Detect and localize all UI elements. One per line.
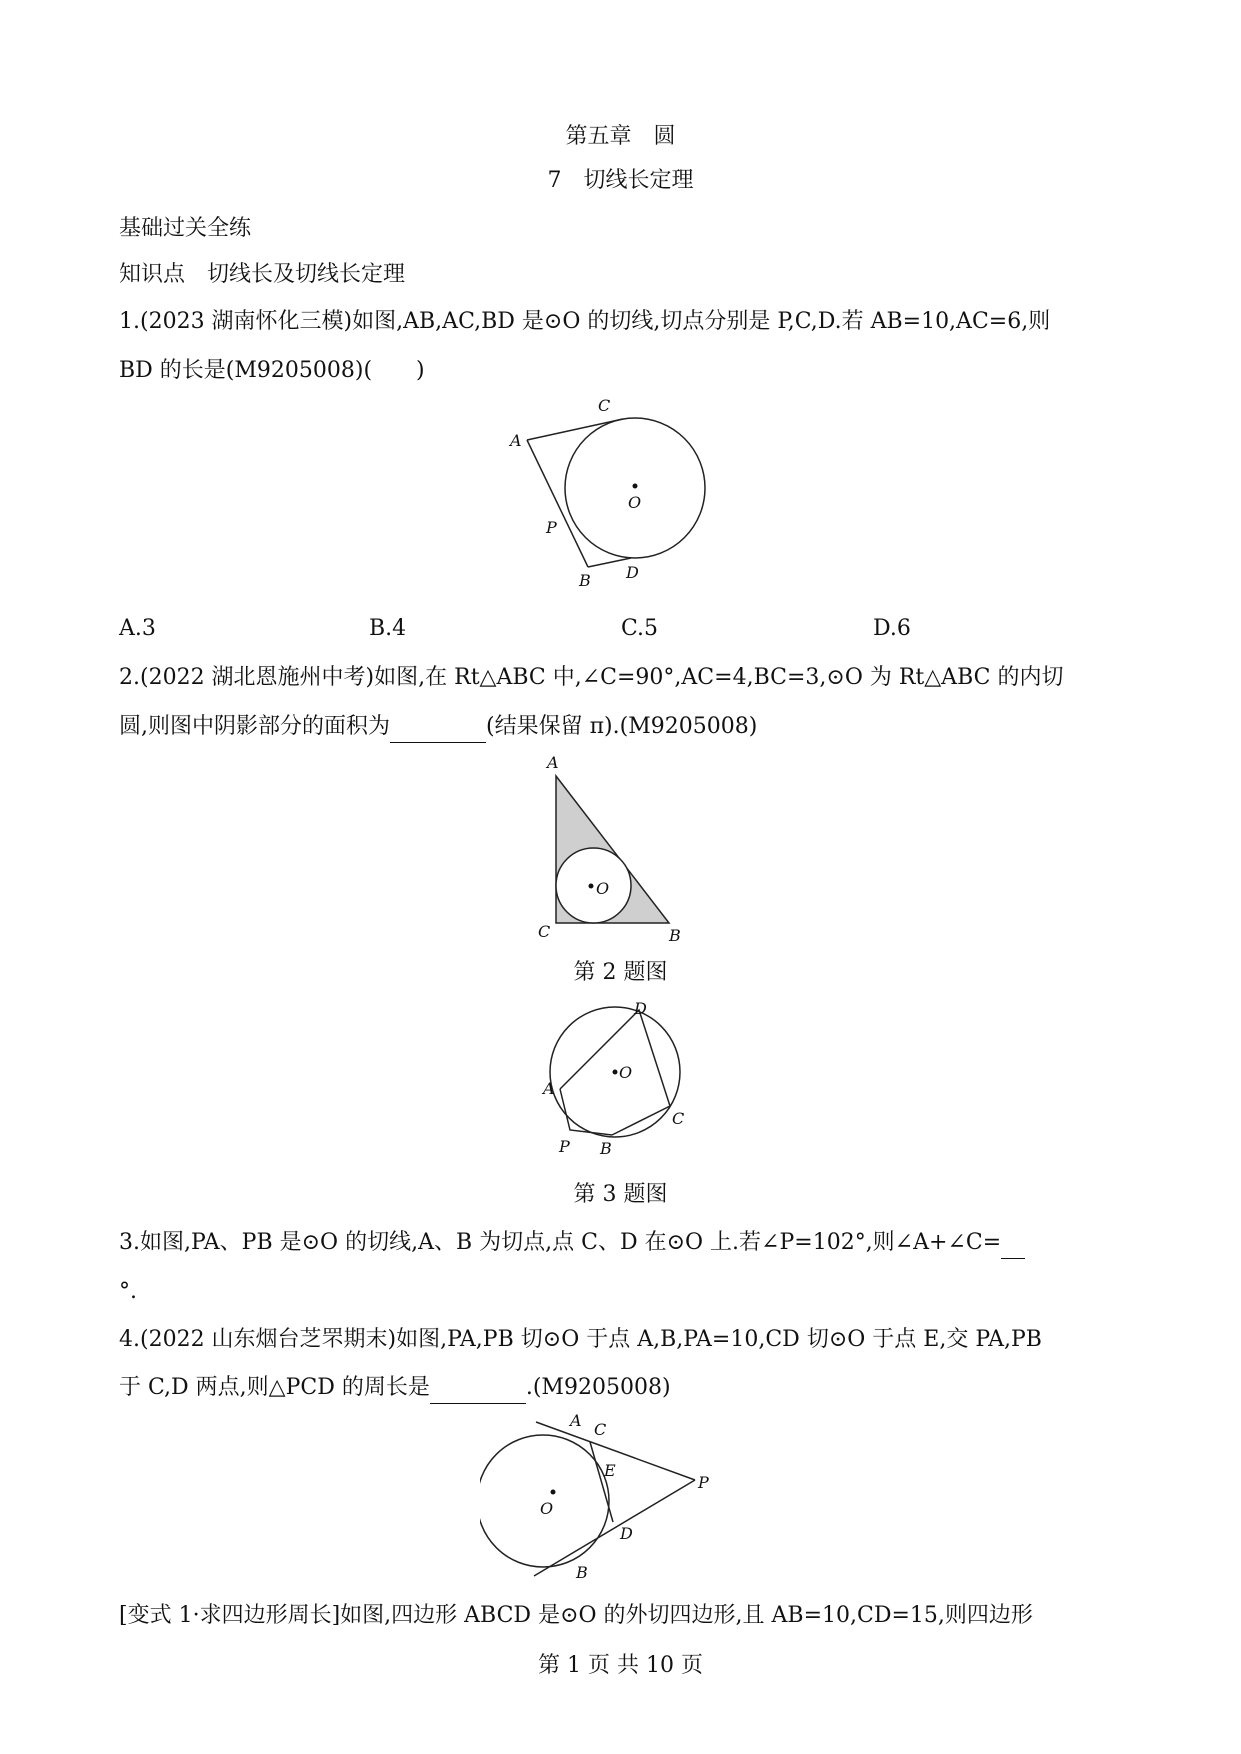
q2-label-o: O (596, 879, 610, 898)
q4-figure (480, 1410, 730, 1590)
q3-tangents (560, 1089, 612, 1135)
q2-text-line1: 2.(2022 湖北恩施州中考)如图,在 Rt△ABC 中,∠C=90°,AC=4,BC=3,⊙O 为 Rt△ABC 的内切 (119, 665, 1064, 690)
q1-choices (119, 616, 1119, 646)
q2-text-line2 (119, 712, 757, 743)
chapter-title: 第五章 圆 (565, 124, 676, 149)
q2-text-post: (结果保留 π).(M9205008) (486, 714, 758, 739)
q3-text-line2: °. (119, 1279, 137, 1304)
q1-segment-ab (527, 440, 588, 567)
q1-text-line2: BD 的长是(M9205008)( ) (119, 358, 425, 383)
q1-label-b: B (579, 571, 591, 590)
q3-answer-blank (1001, 1228, 1025, 1259)
q1-text-line1: 1.(2023 湖南怀化三模)如图,AB,AC,BD 是⊙O 的切线,切点分别是 P,C,D.若 AB=10,AC=6,则 (119, 309, 1051, 334)
variant1-text: [变式 1·求四边形周长]如图,四边形 ABCD 是⊙O 的外切四边形,且 AB=10,CD=15,则四边形 (119, 1603, 1033, 1628)
q3-text: 3.如图,PA、PB 是⊙O 的切线,A、B 为切点,点 C、D 在⊙O 上.若∠P=102°,则∠A+∠C= (119, 1230, 1002, 1255)
q2-text-pre: 圆,则图中阴影部分的面积为 (119, 714, 390, 739)
q1-choice-d: D.6 (873, 616, 911, 641)
q2-figure (530, 752, 700, 952)
q1-label-c: C (598, 396, 611, 415)
q4-tangent-pb (534, 1480, 695, 1576)
q4-center-dot (551, 1490, 556, 1495)
q4-tangent-cd (590, 1442, 613, 1522)
q2-label-c: C (538, 922, 551, 941)
q4-text-pre: 于 C,D 两点,则△PCD 的周长是 (119, 1375, 430, 1400)
q3-label-o: O (619, 1063, 633, 1082)
q1-label-a: A (510, 431, 522, 450)
q3-figure (535, 1000, 695, 1160)
page-footer: 第 1 页 共 10 页 (538, 1653, 703, 1678)
q1-choice-b: B.4 (369, 616, 407, 641)
q1-label-d: D (626, 563, 639, 582)
q2-center-dot (589, 884, 594, 889)
practice-heading: 基础过关全练 (119, 216, 252, 241)
q1-label-p: P (546, 518, 557, 537)
q3-label-a: A (543, 1079, 555, 1098)
q2-label-b: B (669, 926, 681, 945)
q2-label-a: A (547, 753, 559, 772)
q1-figure (495, 395, 715, 595)
knowledge-point: 知识点 切线长及切线长定理 (119, 262, 406, 287)
q3-caption: 第 3 题图 (573, 1182, 668, 1207)
q4-text-line1: 4.(2022 山东烟台芝罘期末)如图,PA,PB 切⊙O 于点 A,B,PA=10,CD 切⊙O 于点 E,交 PA,PB (119, 1327, 1042, 1352)
q2-incircle (556, 848, 631, 923)
q4-label-a: A (570, 1411, 582, 1430)
q3-label-c: C (672, 1109, 685, 1128)
q4-answer-blank (430, 1373, 526, 1404)
q4-text-post: .(M9205008) (525, 1375, 671, 1400)
q3-text-line1 (119, 1228, 1025, 1259)
q4-label-c: C (594, 1420, 607, 1439)
q4-label-e: E (604, 1461, 616, 1480)
q2-caption: 第 2 题图 (573, 960, 668, 985)
q1-center-dot (633, 484, 638, 489)
q1-label-o: O (628, 493, 642, 512)
q3-label-b: B (600, 1139, 612, 1158)
q1-segment-ac (527, 419, 623, 440)
q4-text-line2 (119, 1373, 671, 1404)
q4-label-p: P (698, 1473, 709, 1492)
q1-choice-a: A.3 (119, 616, 156, 641)
q4-label-o: O (540, 1499, 554, 1518)
q2-answer-blank (390, 712, 486, 743)
q3-label-p: P (559, 1137, 570, 1156)
section-title: 7 切线长定理 (547, 168, 694, 193)
q4-label-b: B (576, 1563, 588, 1582)
q1-segment-bd (588, 558, 631, 567)
q3-center-dot (613, 1070, 618, 1075)
q1-choice-c: C.5 (621, 616, 659, 641)
q4-label-d: D (620, 1524, 633, 1543)
q3-label-d: D (634, 1000, 647, 1018)
